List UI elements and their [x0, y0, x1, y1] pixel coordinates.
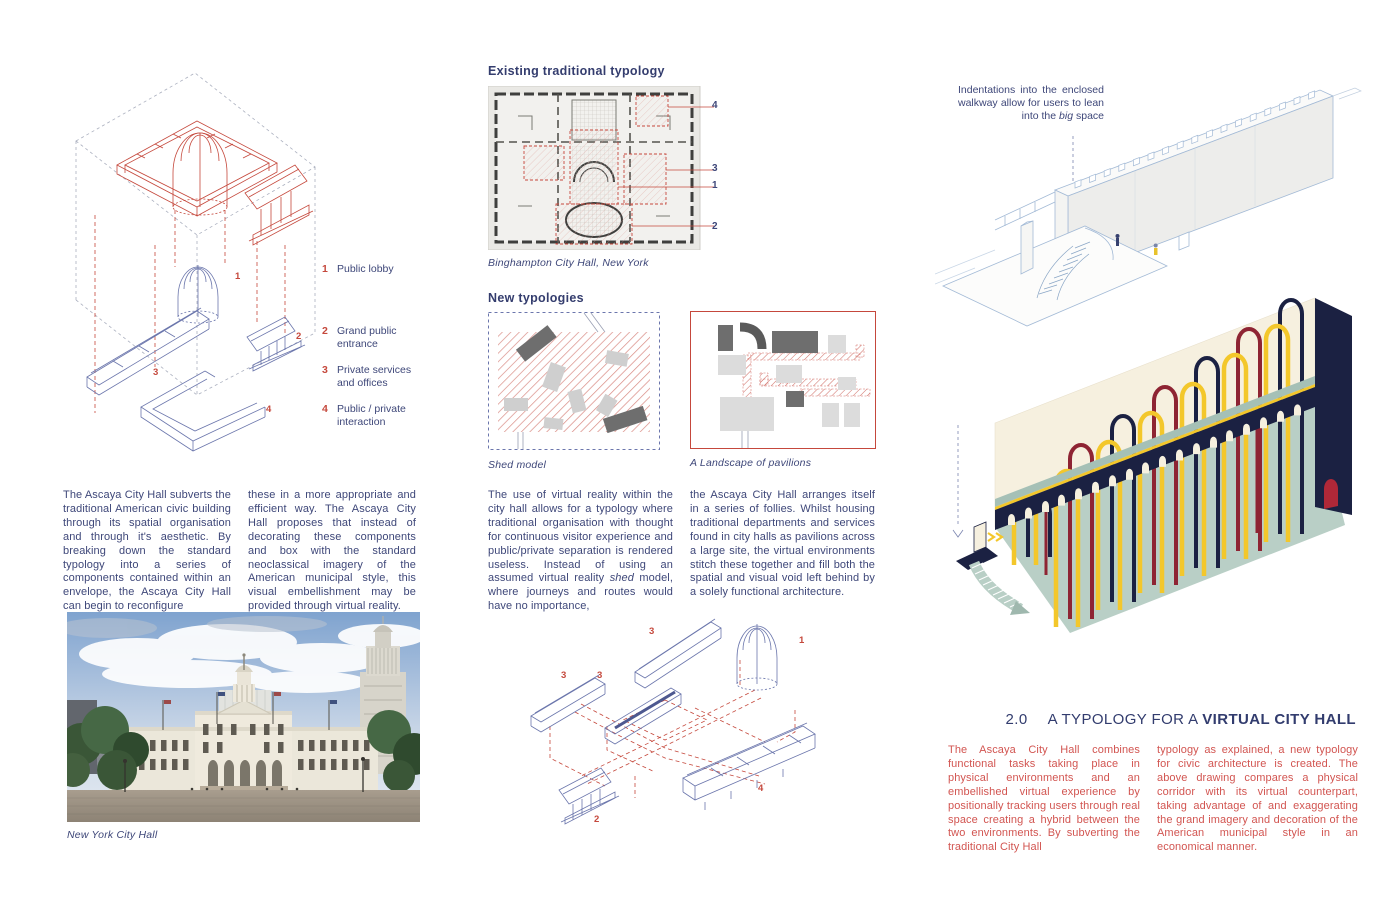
blue-components: [531, 619, 815, 824]
legend-label: Public / private interaction: [337, 403, 406, 428]
virtual-routes: [550, 660, 795, 798]
legend-label: Grand public entrance: [337, 325, 397, 350]
annotation-indentations: Indentations into the enclosed walkway allow for users to lean into the big space: [958, 84, 1104, 122]
number-label: 3: [649, 626, 655, 637]
section-title: [1000, 711, 1356, 728]
pavilions-caption: A Landscape of pavilions: [690, 457, 812, 469]
diagram-number-labels: [153, 271, 301, 415]
legend-number: 2: [322, 325, 328, 337]
plan-callout: 3: [712, 163, 718, 174]
virtual-corridor-drawing: [950, 275, 1385, 655]
paragraph: The Ascaya City Hall combines functional tasks taking place in physical environments and an embellished virtual experience by positionally tracking users through real space creating a hybrid between the two environments. By subverting the traditional City Hall: [948, 744, 1140, 854]
new-york-city-hall-photo: [67, 612, 420, 822]
red-city-hall-assembly: [117, 121, 313, 245]
number-label: 1: [235, 271, 241, 282]
number-label: 4: [266, 404, 272, 415]
shed-caption: Shed model: [488, 459, 547, 471]
red-door-arch: [1324, 479, 1338, 509]
number-label: 3: [597, 670, 603, 681]
heading-existing-typology: Existing traditional typology: [488, 64, 665, 78]
legend-number: 3: [322, 364, 328, 376]
paragraph: these in a more appropriate and efficient way. The Ascaya City Hall proposes that instead of decorating these components and box with the standard neoclassical imagery of the American municipal style, this visual embellishment may be provided through virtual reality.: [248, 489, 416, 613]
legend-item: [322, 263, 422, 276]
scattered-follies-diagram: [515, 600, 860, 862]
plan-callout: 1: [712, 180, 718, 191]
number-label: 3: [561, 670, 567, 681]
left-body-text: [63, 489, 416, 614]
section-number: 2.0: [1005, 711, 1028, 728]
blue-components: [87, 265, 305, 451]
diagram-number-labels: [561, 626, 805, 825]
section-title-bold: VIRTUAL CITY HALL: [1202, 711, 1356, 728]
middle-body-text: [488, 489, 876, 614]
section-title-regular: A TYPOLOGY FOR A: [1047, 711, 1203, 728]
exploded-axonometric-diagram: [55, 65, 325, 475]
number-label: 4: [758, 783, 764, 794]
legend-label: Private services and offices: [337, 364, 412, 389]
legend-item: [322, 364, 422, 390]
component-legend: [322, 263, 432, 443]
legend-item: [322, 325, 422, 351]
shed-model-figure: [488, 312, 660, 450]
right-body-text: [948, 744, 1358, 855]
pavilions-figure: [690, 311, 876, 449]
envelope-dashed-box: [76, 73, 315, 395]
floor-plan-figure: [488, 86, 718, 250]
legend-number: 1: [322, 263, 328, 275]
number-label: 2: [296, 331, 302, 342]
legend-item: [322, 403, 422, 429]
paragraph: The Ascaya City Hall subverts the traditional American civic building through its spatial organisation and through it's aesthetic. By breaking down the standard typology into a series of components contained within an envelope, the Ascaya City Hall can begin to reconfigure: [63, 489, 231, 613]
legend-number: 4: [322, 403, 328, 415]
photo-caption: New York City Hall: [67, 829, 158, 841]
legend-label: Public lobby: [337, 263, 394, 275]
paragraph: typology as explained, a new typology for civic architecture is created. The above drawing compares a physical corridor with its virtual counterpart, taking advantage of and exaggerating the grand imagery and decoration of the American municipal style in an economical manner.: [1157, 744, 1358, 854]
heading-new-typologies: New typologies: [488, 291, 584, 305]
plan-callout: 2: [712, 221, 718, 232]
number-label: 1: [799, 635, 805, 646]
plan-callout: 4: [712, 100, 718, 111]
number-label: 3: [153, 367, 159, 378]
paragraph: the Ascaya City Hall arranges itself in a series of follies. Whilst housing traditional departments and services found in city halls as pavilions across a large site, the virtual environments stitch these together and fill both the spatial and visual void left behind by a solely functional architecture.: [690, 489, 875, 599]
paragraph: The use of virtual reality within the city hall allows for a typology where traditional organisation with thought for continuous visitor experience and public/private separation is rendered useless. Instead of using an assumed virtual reality shed model, where journeys and routes would have no importance,: [488, 489, 673, 613]
leader-arrow: [953, 425, 963, 537]
plan-caption: Binghampton City Hall, New York: [488, 257, 649, 269]
number-label: 2: [594, 814, 600, 825]
